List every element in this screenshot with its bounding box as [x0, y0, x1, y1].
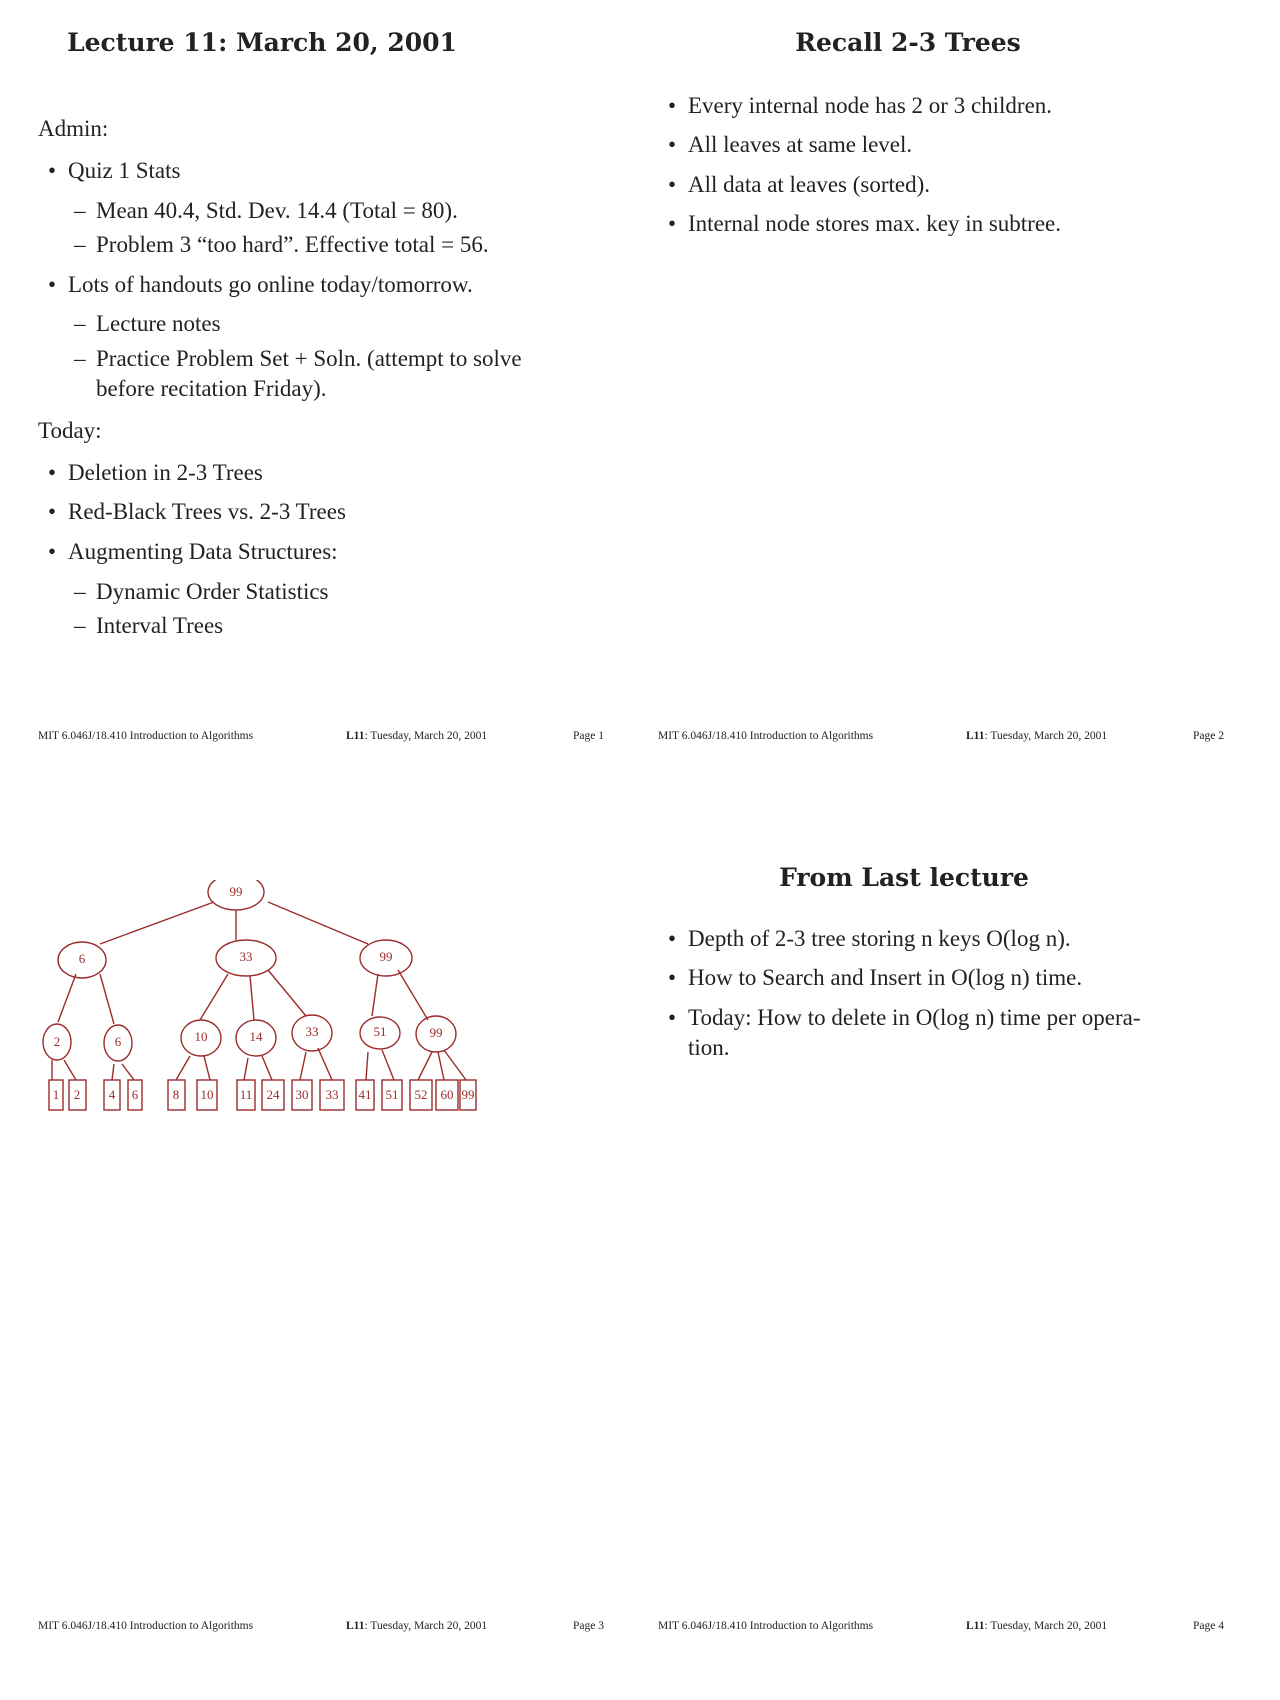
tree-edge: [100, 974, 114, 1024]
bullet-leaves-level: • All leaves at same level.: [668, 132, 913, 157]
sub-interval: – Interval Trees: [74, 613, 224, 638]
tree-leaf-label: 6: [131, 1086, 139, 1102]
tree-leaf-label: 99: [461, 1086, 475, 1102]
sub-dynamic: – Dynamic Order Statistics: [74, 579, 329, 604]
tree-edge: [268, 902, 368, 944]
bullet-quiz: • Quiz 1 Stats: [48, 158, 181, 183]
tree-leaf-label: 2: [73, 1086, 81, 1102]
tree-edge: [372, 974, 378, 1016]
tree-leaf-label: 24: [266, 1086, 280, 1102]
slide-page-3: [0, 880, 620, 1700]
tree-edge: [418, 1052, 432, 1080]
tree-node-label: 99: [379, 948, 393, 964]
admin-label: Admin:: [38, 116, 109, 141]
tree-edge: [382, 1050, 394, 1080]
tree-leaf-label: 51: [385, 1086, 399, 1102]
tree-edge: [444, 1050, 466, 1080]
tree-edge: [398, 970, 428, 1020]
tree-leaf-label: 1: [52, 1086, 60, 1102]
tree-node-label: 14: [249, 1028, 263, 1044]
tree-leaf-label: 52: [414, 1086, 428, 1102]
bullet-today-delete: • Today: How to delete in O(log n) time per opera-: [668, 1005, 1141, 1030]
sub-problem3: – Problem 3 “too hard”. Effective total = 56.: [74, 232, 489, 257]
tree-node-label: 10: [194, 1028, 208, 1044]
tree-node-label: 99: [229, 883, 243, 899]
tree-leaf-label: 11: [239, 1086, 253, 1102]
page-footer: MIT 6.046J/18.410 Introduction to Algorithms L11: Tuesday, March 20, 2001 Page 4: [658, 1620, 1224, 1632]
tree-edge: [200, 974, 228, 1020]
bullet-redblack: • Red-Black Trees vs. 2-3 Trees: [48, 499, 346, 524]
tree-edge: [58, 974, 76, 1022]
tree-edge: [268, 970, 306, 1016]
tree-edge: [244, 1058, 248, 1080]
tree-edge: [176, 1056, 190, 1080]
tree-leaf-label: 4: [108, 1086, 116, 1102]
tree-leaf-label: 41: [358, 1086, 372, 1102]
bullet-today-delete-cont: tion.: [688, 1035, 730, 1060]
tree-node-label: 2: [53, 1033, 61, 1049]
bullet-augmenting: • Augmenting Data Structures:: [48, 539, 338, 564]
tree-node-label: 6: [114, 1033, 122, 1049]
page-footer: MIT 6.046J/18.410 Introduction to Algorithms L11: Tuesday, March 20, 2001 Page 1: [38, 730, 604, 742]
sub-practice: – Practice Problem Set + Soln. (attempt to solve: [74, 346, 522, 371]
two-three-tree-diagram: [0, 880, 620, 1180]
bullet-deletion: • Deletion in 2-3 Trees: [48, 460, 263, 485]
page-title: From Last lecture: [779, 863, 1029, 892]
sub-mean: – Mean 40.4, Std. Dev. 14.4 (Total = 80).: [74, 198, 458, 223]
bullet-handouts: • Lots of handouts go online today/tomorrow.: [48, 272, 473, 297]
tree-edge: [300, 1052, 306, 1080]
tree-edge: [204, 1056, 210, 1080]
tree-node-label: 51: [373, 1023, 387, 1039]
slide-page-4: [620, 863, 1240, 1700]
tree-node-label: 33: [239, 948, 253, 964]
bullet-search-insert: • How to Search and Insert in O(log n) time.: [668, 965, 1083, 990]
tree-edge: [318, 1048, 332, 1080]
today-label: Today:: [38, 418, 102, 443]
tree-leaf-label: 33: [325, 1086, 339, 1102]
slide-page-2: [620, 0, 1240, 820]
tree-leaf-label: 60: [440, 1086, 454, 1102]
sub-lecture-notes: – Lecture notes: [74, 311, 221, 336]
bullet-max-key: • Internal node stores max. key in subtree.: [668, 211, 1061, 236]
page-title: Recall 2-3 Trees: [795, 28, 1021, 57]
tree-edge: [100, 902, 214, 944]
tree-edge: [122, 1064, 134, 1080]
tree-edge: [262, 1056, 272, 1080]
bullet-depth: • Depth of 2-3 tree storing n keys O(log n).: [668, 926, 1071, 951]
bullet-data-leaves: • All data at leaves (sorted).: [668, 172, 931, 197]
tree-edge: [112, 1064, 114, 1080]
tree-leaf-label: 10: [200, 1086, 214, 1102]
tree-node-label: 33: [305, 1023, 319, 1039]
page-footer: MIT 6.046J/18.410 Introduction to Algorithms L11: Tuesday, March 20, 2001 Page 3: [38, 1620, 604, 1632]
tree-node-label: 99: [429, 1024, 443, 1040]
sub-practice-cont: before recitation Friday).: [96, 376, 327, 401]
tree-edge: [438, 1052, 444, 1080]
tree-edge: [64, 1060, 76, 1080]
tree-edge: [366, 1052, 368, 1080]
page-footer: MIT 6.046J/18.410 Introduction to Algorithms L11: Tuesday, March 20, 2001 Page 2: [658, 730, 1224, 742]
bullet-internal-children: • Every internal node has 2 or 3 children.: [668, 93, 1053, 118]
page-title: Lecture 11: March 20, 2001: [67, 28, 457, 57]
tree-leaf-label: 8: [172, 1086, 180, 1102]
slide-page-1: [0, 0, 620, 820]
tree-node-label: 6: [78, 950, 86, 966]
tree-leaf-label: 30: [295, 1086, 309, 1102]
tree-edge: [250, 976, 254, 1020]
